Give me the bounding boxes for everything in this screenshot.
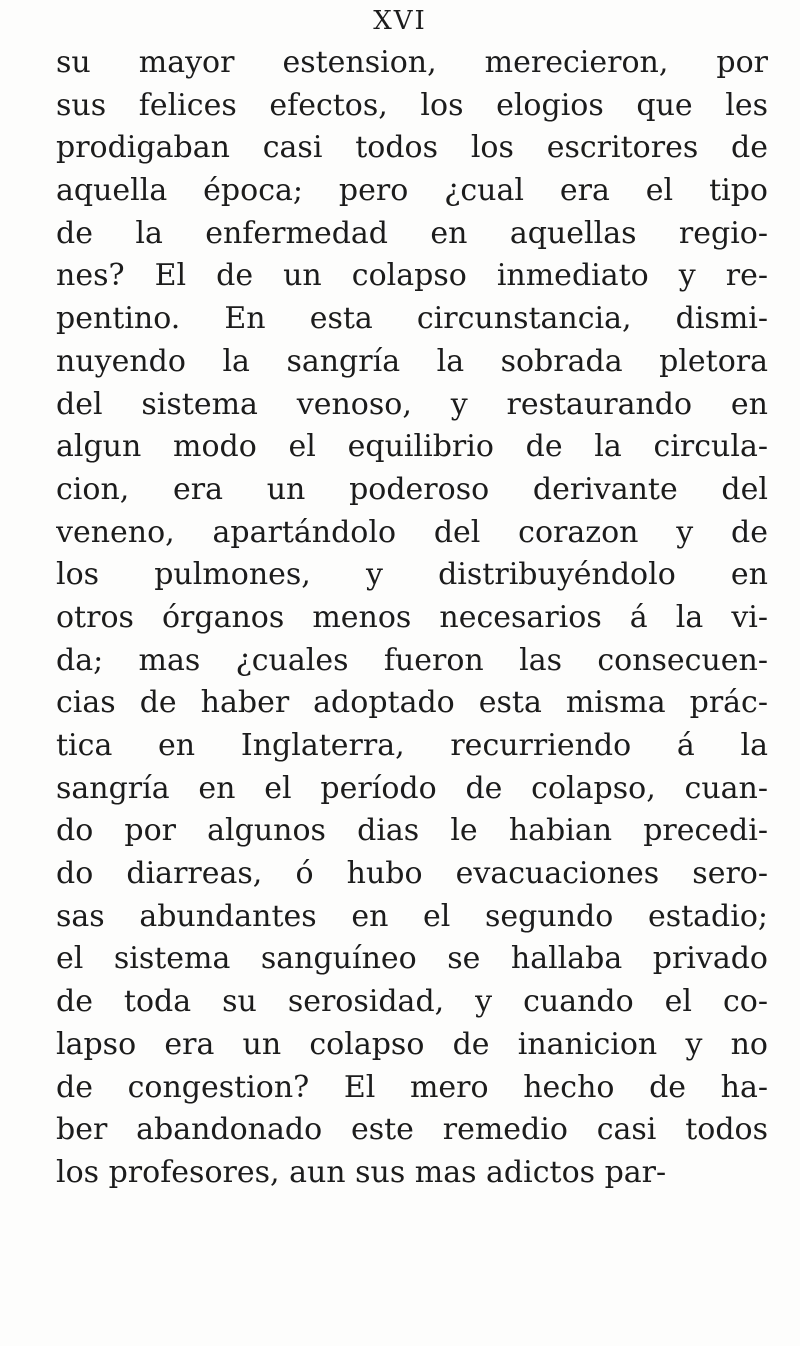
text-line: nes? El de un colapso inmediato y re- xyxy=(56,258,768,294)
text-line: da; mas ¿cuales fueron las consecuen- xyxy=(56,642,768,678)
text-line: algun modo el equilibrio de la circula- xyxy=(56,429,768,465)
body-text xyxy=(56,42,768,1195)
text-line: ber abandonado este remedio casi todos xyxy=(56,1112,768,1148)
text-line: los pulmones, y distribuyéndolo en xyxy=(56,557,768,593)
text-line: nuyendo la sangría la sobrada pletora xyxy=(56,343,768,379)
text-line: cion, era un poderoso derivante del xyxy=(56,471,768,507)
text-line: prodigaban casi todos los escritores de xyxy=(56,130,768,166)
text-line: sas abundantes en el segundo estadio; xyxy=(56,898,768,934)
text-line: de congestion? El mero hecho de ha- xyxy=(56,1069,768,1105)
text-line: sangría en el período de colapso, cuan- xyxy=(56,770,768,806)
text-line: do por algunos dias le habian precedi- xyxy=(56,813,768,849)
text-line: lapso era un colapso de inanicion y no xyxy=(56,1026,768,1062)
text-line: cias de haber adoptado esta misma prác- xyxy=(56,685,768,721)
text-line: los profesores, aun sus mas adictos par- xyxy=(56,1154,667,1190)
text-line: veneno, apartándolo del corazon y de xyxy=(56,514,768,550)
page-number: XVI xyxy=(373,6,427,36)
text-line: del sistema venoso, y restaurando en xyxy=(56,386,768,422)
text-line: do diarreas, ó hubo evacuaciones sero- xyxy=(56,856,768,892)
text-line: su mayor estension, merecieron, por xyxy=(56,45,768,80)
text-line: aquella época; pero ¿cual era el tipo xyxy=(56,173,768,209)
text-line: pentino. En esta circunstancia, dismi- xyxy=(56,301,768,337)
text-line: tica en Inglaterra, recurriendo á la xyxy=(56,728,768,763)
text-line: otros órganos menos necesarios á la vi- xyxy=(56,599,768,635)
text-line: sus felices efectos, los elogios que les xyxy=(56,87,768,123)
text-line: de la enfermedad en aquellas regio- xyxy=(56,215,768,251)
text-line: de toda su serosidad, y cuando el co- xyxy=(56,984,768,1020)
text-line: el sistema sanguíneo se hallaba privado xyxy=(56,941,768,977)
